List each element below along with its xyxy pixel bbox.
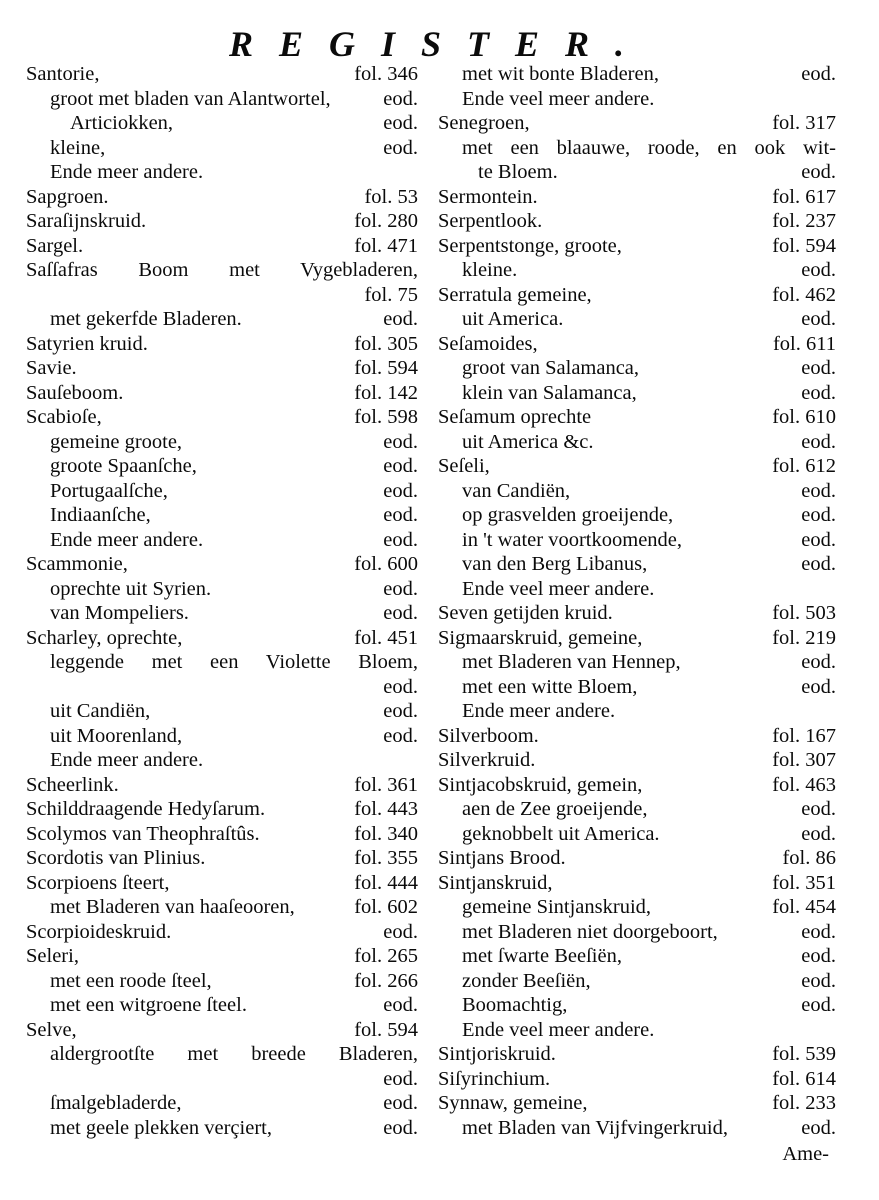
- entry-folio-ref: eod.: [801, 822, 836, 845]
- entry-term: uit America.: [462, 308, 564, 330]
- entry-folio-ref: fol. 503: [772, 602, 836, 624]
- entry-term: Sintjoriskruid.: [438, 1043, 556, 1065]
- entry-folio-ref: eod.: [801, 63, 836, 85]
- index-entry: [438, 944, 836, 969]
- index-entry: [438, 650, 836, 675]
- index-entry: [26, 920, 418, 945]
- entry-folio-ref: fol. 142: [354, 381, 418, 404]
- entry-term: van Candiën,: [462, 479, 571, 502]
- entry-term: Scharley, oprechte,: [26, 626, 183, 649]
- index-entry: [438, 283, 836, 308]
- index-entry: [438, 1116, 836, 1141]
- entry-term: Sintjanskruid,: [438, 871, 553, 894]
- entry-term: Silverkruid.: [438, 749, 536, 771]
- index-entry: [26, 846, 418, 871]
- entry-folio-ref: fol. 443: [354, 798, 418, 820]
- index-column-right: [438, 62, 836, 1140]
- index-entry: [438, 258, 836, 283]
- entry-folio-ref: fol. 598: [354, 406, 418, 428]
- entry-folio-ref: eod.: [801, 994, 836, 1016]
- entry-folio-ref: eod.: [383, 455, 418, 477]
- entry-term: met een witte Bloem,: [462, 675, 638, 698]
- entry-folio-ref: fol. 594: [354, 357, 418, 379]
- entry-folio-ref: eod.: [801, 553, 836, 575]
- entry-term: Synnaw, gemeine,: [438, 1092, 588, 1114]
- entry-folio-ref: fol. 219: [772, 626, 836, 649]
- entry-term: kleine.: [462, 259, 518, 281]
- index-entry: [26, 356, 418, 381]
- index-entry: [438, 675, 836, 700]
- entry-term: Serpentstonge, groote,: [438, 234, 622, 257]
- index-entry: [26, 136, 418, 161]
- entry-term: zonder Beeſiën,: [462, 969, 591, 992]
- index-entry: [438, 430, 836, 455]
- index-entry: [438, 136, 836, 161]
- index-entry: [26, 871, 418, 896]
- index-entry: [438, 724, 836, 749]
- entry-term: gemeine groote,: [50, 430, 183, 453]
- index-entry: [438, 748, 836, 773]
- entry-term: Satyrien kruid.: [26, 332, 148, 355]
- entry-folio-ref: eod.: [801, 651, 836, 673]
- index-entry: [26, 601, 418, 626]
- entry-folio-ref: eod.: [383, 504, 418, 526]
- index-entry: [26, 503, 418, 528]
- entry-folio-ref: eod.: [801, 969, 836, 992]
- entry-term: groot met bladen van Alantwortel,: [50, 87, 331, 110]
- index-entry: [26, 430, 418, 455]
- index-entry: [26, 381, 418, 406]
- entry-term: Indiaanſche,: [50, 504, 151, 526]
- entry-term: van den Berg Libanus,: [462, 553, 648, 575]
- entry-folio-ref: fol. 355: [354, 847, 418, 869]
- index-entry: [438, 969, 836, 994]
- entry-folio-ref: eod.: [383, 920, 418, 943]
- entry-term: kleine,: [50, 136, 106, 159]
- index-entry: [26, 577, 418, 602]
- index-entry: [26, 748, 418, 773]
- entry-term: te Bloem.: [478, 161, 558, 183]
- entry-term: Sauſeboom.: [26, 381, 124, 404]
- index-entry: [26, 773, 418, 798]
- index-entry: [438, 895, 836, 920]
- entry-folio-ref: eod.: [383, 430, 418, 453]
- entry-folio-ref: fol. 611: [772, 332, 836, 355]
- entry-term: geknobbelt uit America.: [462, 822, 660, 845]
- entry-folio-ref: eod.: [383, 602, 418, 624]
- entry-term: ſmalgebladerde,: [50, 1092, 182, 1114]
- index-entry: [438, 332, 836, 357]
- index-entry: [26, 895, 418, 920]
- index-entry: [26, 993, 418, 1018]
- index-entry: [438, 454, 836, 479]
- index-entry: [26, 454, 418, 479]
- entry-term: Sintjans Brood.: [438, 847, 566, 869]
- entry-folio-ref: eod.: [383, 1067, 418, 1090]
- entry-folio-ref: eod.: [801, 479, 836, 502]
- entry-folio-ref: fol. 266: [354, 969, 418, 992]
- entry-folio-ref: fol. 444: [354, 871, 418, 894]
- index-entry: [438, 479, 836, 504]
- entry-folio-ref: eod.: [383, 308, 418, 330]
- index-entry: [438, 1067, 836, 1092]
- entry-term: Schilddraagende Hedyſarum.: [26, 798, 266, 820]
- index-entry: [438, 1091, 836, 1116]
- entry-term: Scabioſe,: [26, 406, 102, 428]
- index-entry: [438, 1042, 836, 1067]
- entry-term: Sermontein.: [438, 185, 538, 208]
- entry-folio-ref: fol. 462: [772, 283, 836, 306]
- index-entry: [438, 209, 836, 234]
- entry-folio-ref: fol. 610: [772, 406, 836, 428]
- index-entry: [26, 160, 418, 185]
- entry-folio-ref: fol. 361: [354, 773, 418, 796]
- entry-term: uit America &c.: [462, 430, 594, 453]
- index-entry: [26, 969, 418, 994]
- entry-term: Sapgroen.: [26, 185, 109, 208]
- entry-folio-ref: fol. 612: [772, 455, 836, 477]
- entry-folio-ref: fol. 305: [354, 332, 418, 355]
- index-entry: [26, 944, 418, 969]
- entry-folio-ref: eod.: [383, 577, 418, 600]
- entry-folio-ref: eod.: [383, 994, 418, 1016]
- entry-term: met wit bonte Bladeren,: [462, 63, 659, 85]
- entry-folio-ref: fol. 351: [772, 871, 836, 894]
- index-entry: [26, 724, 418, 749]
- entry-folio-ref: fol. 614: [772, 1067, 836, 1090]
- entry-folio-ref: eod.: [801, 161, 836, 183]
- index-entry: [26, 332, 418, 357]
- index-entry: [26, 209, 418, 234]
- entry-folio-ref: eod.: [801, 357, 836, 379]
- entry-term: met Bladeren van Hennep,: [462, 651, 681, 673]
- entry-term: met geele plekken verçiert,: [50, 1116, 272, 1139]
- entry-folio-ref: fol. 451: [354, 626, 418, 649]
- entry-folio-ref: eod.: [801, 945, 836, 967]
- entry-folio-ref: eod.: [383, 724, 418, 747]
- index-entry: [26, 1018, 418, 1043]
- index-column-left: [26, 62, 418, 1140]
- entry-folio-ref: fol. 75: [364, 283, 418, 306]
- index-entry: [438, 552, 836, 577]
- index-entry: [26, 822, 418, 847]
- page-title: REGISTER.: [228, 24, 651, 64]
- entry-term: Sargel.: [26, 234, 84, 257]
- entry-term: Seſamum oprechte: [438, 406, 592, 428]
- entry-term: met een blaauwe, roode, en ook wit-: [462, 136, 836, 159]
- entry-folio-ref: fol. 594: [354, 1018, 418, 1041]
- entry-term: Sigmaarskruid, gemeine,: [438, 626, 643, 649]
- index-entry: [26, 307, 418, 332]
- entry-folio-ref: fol. 602: [354, 896, 418, 918]
- index-entry: [438, 920, 836, 945]
- index-entry: [26, 405, 418, 430]
- entry-folio-ref: fol. 346: [354, 63, 418, 85]
- entry-term: Articiokken,: [70, 112, 174, 134]
- index-entry: [438, 87, 836, 112]
- entry-folio-ref: fol. 463: [772, 773, 836, 796]
- index-entry: [438, 773, 836, 798]
- entry-term: Scorpioideskruid.: [26, 920, 172, 943]
- entry-folio-ref: eod.: [383, 700, 418, 722]
- entry-folio-ref: eod.: [383, 87, 418, 110]
- entry-term: Ende meer andere.: [50, 749, 204, 771]
- entry-term: Siſyrinchium.: [438, 1067, 551, 1090]
- index-entry: [26, 552, 418, 577]
- entry-folio-ref: fol. 317: [772, 112, 836, 134]
- entry-term: op grasvelden groeijende,: [462, 504, 674, 526]
- entry-term: Savie.: [26, 357, 77, 379]
- index-entry: [26, 87, 418, 112]
- entry-folio-ref: eod.: [801, 798, 836, 820]
- entry-folio-ref: eod.: [383, 136, 418, 159]
- entry-folio-ref: fol. 237: [772, 210, 836, 232]
- entry-folio-ref: fol. 307: [772, 749, 836, 771]
- index-entry: [26, 1091, 418, 1116]
- entry-folio-ref: eod.: [801, 381, 836, 404]
- entry-folio-ref: fol. 617: [772, 185, 836, 208]
- entry-term: klein van Salamanca,: [462, 381, 637, 404]
- index-entry: [438, 62, 836, 87]
- entry-folio-ref: eod.: [801, 430, 836, 453]
- entry-term: Seleri,: [26, 945, 79, 967]
- index-entry: [438, 160, 836, 185]
- entry-term: uit Moorenland,: [50, 724, 183, 747]
- entry-term: Ende veel meer andere.: [462, 577, 655, 600]
- index-entry: [438, 185, 836, 210]
- index-entry: [438, 356, 836, 381]
- index-entry: [438, 307, 836, 332]
- entry-term: met Bladeren van haaſeooren,: [50, 896, 295, 918]
- index-entry: [26, 650, 418, 675]
- entry-folio-ref: eod.: [383, 112, 418, 134]
- entry-folio-ref: eod.: [383, 528, 418, 551]
- entry-folio-ref: eod.: [801, 675, 836, 698]
- index-entry: [438, 577, 836, 602]
- index-entry: [438, 234, 836, 259]
- entry-term: Senegroen,: [438, 112, 530, 134]
- entry-term: gemeine Sintjanskruid,: [462, 896, 652, 918]
- index-entry: [438, 699, 836, 724]
- index-entry: [438, 993, 836, 1018]
- entry-term: Serratula gemeine,: [438, 283, 592, 306]
- entry-folio-ref: eod.: [801, 1116, 836, 1139]
- index-entry: [26, 1042, 418, 1067]
- index-entry: [438, 871, 836, 896]
- entry-term: Seſeli,: [438, 455, 490, 477]
- entry-term: groote Spaanſche,: [50, 455, 197, 477]
- entry-term: Boomachtig,: [462, 994, 568, 1016]
- index-entry: [438, 405, 836, 430]
- entry-folio-ref: eod.: [383, 1092, 418, 1114]
- index-entry: [26, 258, 418, 283]
- entry-term: Seven getijden kruid.: [438, 602, 613, 624]
- entry-folio-ref: fol. 454: [772, 896, 836, 918]
- entry-folio-ref: fol. 471: [354, 234, 418, 257]
- entry-term: met een witgroene ſteel.: [50, 994, 247, 1016]
- index-entry: [26, 675, 418, 700]
- index-entry: [26, 1067, 418, 1092]
- index-entry: [438, 846, 836, 871]
- index-entry: [26, 1116, 418, 1141]
- index-entry: [26, 234, 418, 259]
- entry-folio-ref: eod.: [801, 528, 836, 551]
- entry-term: met ſwarte Beeſiën,: [462, 945, 622, 967]
- entry-folio-ref: eod.: [383, 675, 418, 698]
- entry-term: Santorie,: [26, 63, 100, 85]
- index-entry: [438, 626, 836, 651]
- entry-term: Ende meer andere.: [462, 700, 616, 722]
- entry-term: Saraſijnskruid.: [26, 210, 147, 232]
- entry-term: Sintjacobskruid, gemein,: [438, 773, 643, 796]
- entry-folio-ref: fol. 600: [354, 553, 418, 575]
- entry-term: Scordotis van Plinius.: [26, 847, 206, 869]
- index-entry: [26, 699, 418, 724]
- index-entry: [26, 62, 418, 87]
- entry-term: Ende meer andere.: [50, 528, 204, 551]
- index-entry: [438, 111, 836, 136]
- index-entry: [438, 797, 836, 822]
- entry-term: Seſamoides,: [438, 332, 538, 355]
- entry-term: uit Candiën,: [50, 700, 151, 722]
- index-entry: [26, 111, 418, 136]
- entry-term: Silverboom.: [438, 724, 539, 747]
- index-entry: [438, 528, 836, 553]
- index-entry: [438, 381, 836, 406]
- entry-term: Ende meer andere.: [50, 161, 204, 183]
- entry-folio-ref: fol. 539: [772, 1043, 836, 1065]
- entry-term: groot van Salamanca,: [462, 357, 640, 379]
- entry-term: met gekerfde Bladeren.: [50, 308, 242, 330]
- catchword: Ame-: [782, 1143, 829, 1165]
- entry-folio-ref: fol. 86: [782, 847, 836, 869]
- entry-term: Scorpioens ſteert,: [26, 871, 170, 894]
- index-entry: [438, 1018, 836, 1043]
- entry-term: Saſſafras Boom met Vygebladeren,: [26, 259, 418, 281]
- entry-term: Portugaalſche,: [50, 479, 168, 502]
- entry-term: met een roode ſteel,: [50, 969, 212, 992]
- entry-folio-ref: eod.: [801, 504, 836, 526]
- entry-term: Scolymos van Theophraſtûs.: [26, 822, 260, 845]
- entry-folio-ref: fol. 340: [354, 822, 418, 845]
- entry-folio-ref: eod.: [801, 259, 836, 281]
- entry-term: Ende veel meer andere.: [462, 1018, 655, 1041]
- index-entry: [26, 283, 418, 308]
- entry-term: in 't water voortkoomende,: [462, 528, 683, 551]
- entry-term: van Mompeliers.: [50, 602, 189, 624]
- entry-term: aldergrootſte met breede Bladeren,: [50, 1043, 418, 1065]
- index-entry: [438, 822, 836, 847]
- index-entry: [26, 479, 418, 504]
- entry-term: Ende veel meer andere.: [462, 87, 655, 110]
- entry-folio-ref: eod.: [383, 1116, 418, 1139]
- entry-folio-ref: fol. 53: [364, 185, 418, 208]
- entry-term: leggende met een Violette Bloem,: [50, 651, 418, 673]
- entry-term: met Bladeren niet doorgeboort,: [462, 920, 718, 943]
- entry-folio-ref: fol. 594: [772, 234, 836, 257]
- entry-folio-ref: eod.: [383, 479, 418, 502]
- index-entry: [438, 601, 836, 626]
- index-entry: [26, 626, 418, 651]
- entry-term: Serpentlook.: [438, 210, 543, 232]
- entry-folio-ref: fol. 280: [354, 210, 418, 232]
- index-entry: [26, 185, 418, 210]
- entry-term: aen de Zee groeijende,: [462, 798, 648, 820]
- entry-folio-ref: eod.: [801, 920, 836, 943]
- entry-folio-ref: fol. 265: [354, 945, 418, 967]
- entry-term: met Bladen van Vijfvingerkruid,: [462, 1116, 728, 1139]
- entry-folio-ref: fol. 167: [772, 724, 836, 747]
- entry-term: oprechte uit Syrien.: [50, 577, 212, 600]
- entry-term: Selve,: [26, 1018, 77, 1041]
- index-entry: [26, 528, 418, 553]
- entry-term: Scheerlink.: [26, 773, 119, 796]
- entry-term: Scammonie,: [26, 553, 128, 575]
- entry-folio-ref: fol. 233: [772, 1092, 836, 1114]
- entry-folio-ref: eod.: [801, 308, 836, 330]
- index-entry: [438, 503, 836, 528]
- index-entry: [26, 797, 418, 822]
